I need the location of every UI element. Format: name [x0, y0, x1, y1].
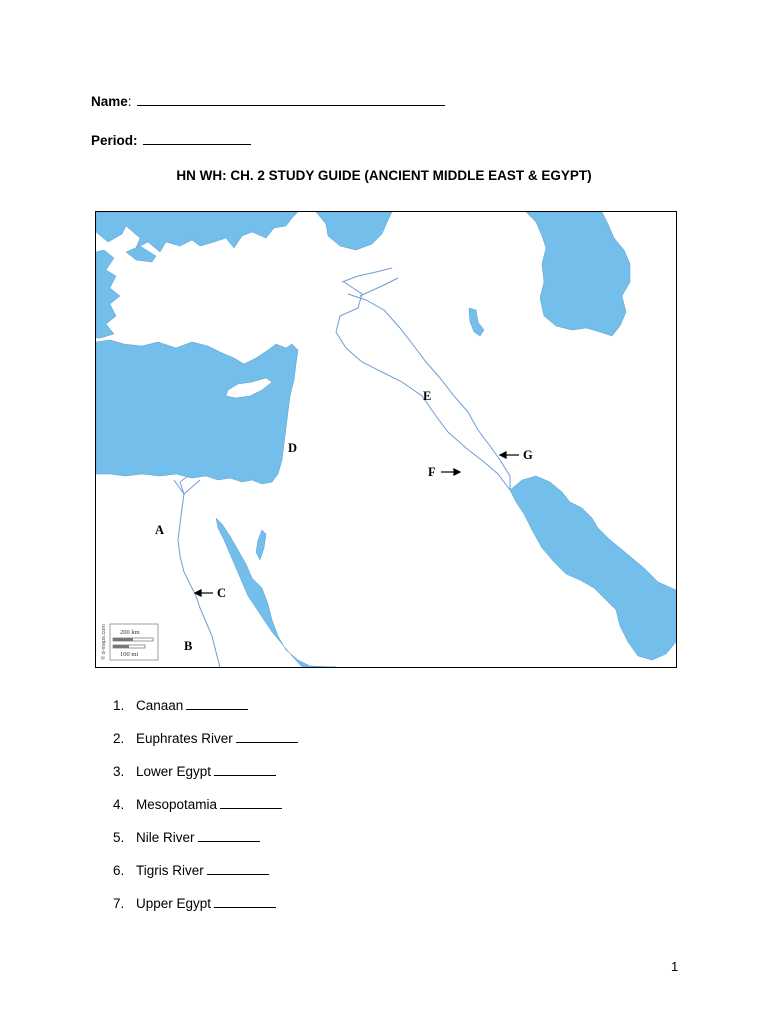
answer-blank[interactable]: [214, 763, 276, 776]
label-a: A: [155, 523, 165, 537]
list-item: 3. Lower Egypt: [113, 763, 298, 796]
answer-blank[interactable]: [220, 796, 282, 809]
item-text: Canaan: [136, 698, 184, 713]
upper-center-sea: [316, 212, 392, 250]
scale-km-label: 200 km: [120, 629, 140, 636]
item-text: Lower Egypt: [136, 764, 212, 779]
label-f: F: [428, 465, 436, 479]
answer-blank[interactable]: [207, 862, 269, 875]
bosporus-area: [126, 246, 156, 262]
list-item: 6. Tigris River: [113, 862, 298, 895]
nile-delta: [174, 476, 200, 494]
answer-blank[interactable]: [236, 730, 298, 743]
matching-list: [113, 697, 298, 928]
arrow-c-icon: [195, 590, 213, 596]
water-bodies: [96, 212, 676, 667]
name-colon: :: [127, 94, 132, 109]
name-label: Name: [91, 94, 128, 109]
red-sea: [216, 518, 336, 667]
map-credit: © d-maps.com: [101, 624, 107, 660]
list-item: 5. Nile River: [113, 829, 298, 862]
persian-gulf: [510, 476, 676, 660]
name-blank[interactable]: [137, 93, 445, 106]
answer-blank[interactable]: [214, 895, 276, 908]
arrow-f-icon: [441, 469, 460, 475]
page-title: HN WH: CH. 2 STUDY GUIDE (ANCIENT MIDDLE EAST & EGYPT): [176, 168, 592, 183]
period-field: [91, 132, 251, 148]
item-text: Tigris River: [136, 863, 204, 878]
caspian-sea: [526, 212, 630, 336]
upper-tributaries: [342, 268, 398, 296]
item-text: Upper Egypt: [136, 896, 212, 911]
euphrates-river: [336, 282, 510, 490]
answer-blank[interactable]: [198, 829, 260, 842]
item-text: Euphrates River: [136, 731, 233, 746]
label-c: C: [217, 586, 227, 600]
period-label: Period:: [91, 133, 138, 148]
label-e: E: [423, 389, 432, 403]
lake-urmia: [469, 308, 484, 336]
aegean-coast: [96, 250, 120, 338]
page-number: 1: [671, 959, 679, 974]
map: [95, 211, 677, 668]
list-item: 7. Upper Egypt: [113, 895, 298, 928]
name-field: [91, 93, 445, 109]
period-blank[interactable]: [143, 132, 251, 145]
scale-mi-label: 100 mi: [120, 651, 139, 658]
map-svg: [96, 212, 676, 667]
list-item: 2. Euphrates River: [113, 730, 298, 763]
list-item: 4. Mesopotamia: [113, 796, 298, 829]
label-b: B: [184, 639, 193, 653]
label-d: D: [288, 441, 298, 455]
label-g: G: [523, 448, 533, 462]
gulf-of-aqaba: [256, 530, 266, 560]
scale-bar: [110, 624, 158, 660]
answer-blank[interactable]: [186, 697, 248, 710]
list-item: 1. Canaan: [113, 697, 298, 730]
mediterranean-sea: [96, 340, 298, 484]
black-sea: [96, 212, 298, 252]
arrow-g-icon: [500, 452, 519, 458]
item-text: Mesopotamia: [136, 797, 218, 812]
item-text: Nile River: [136, 830, 195, 845]
